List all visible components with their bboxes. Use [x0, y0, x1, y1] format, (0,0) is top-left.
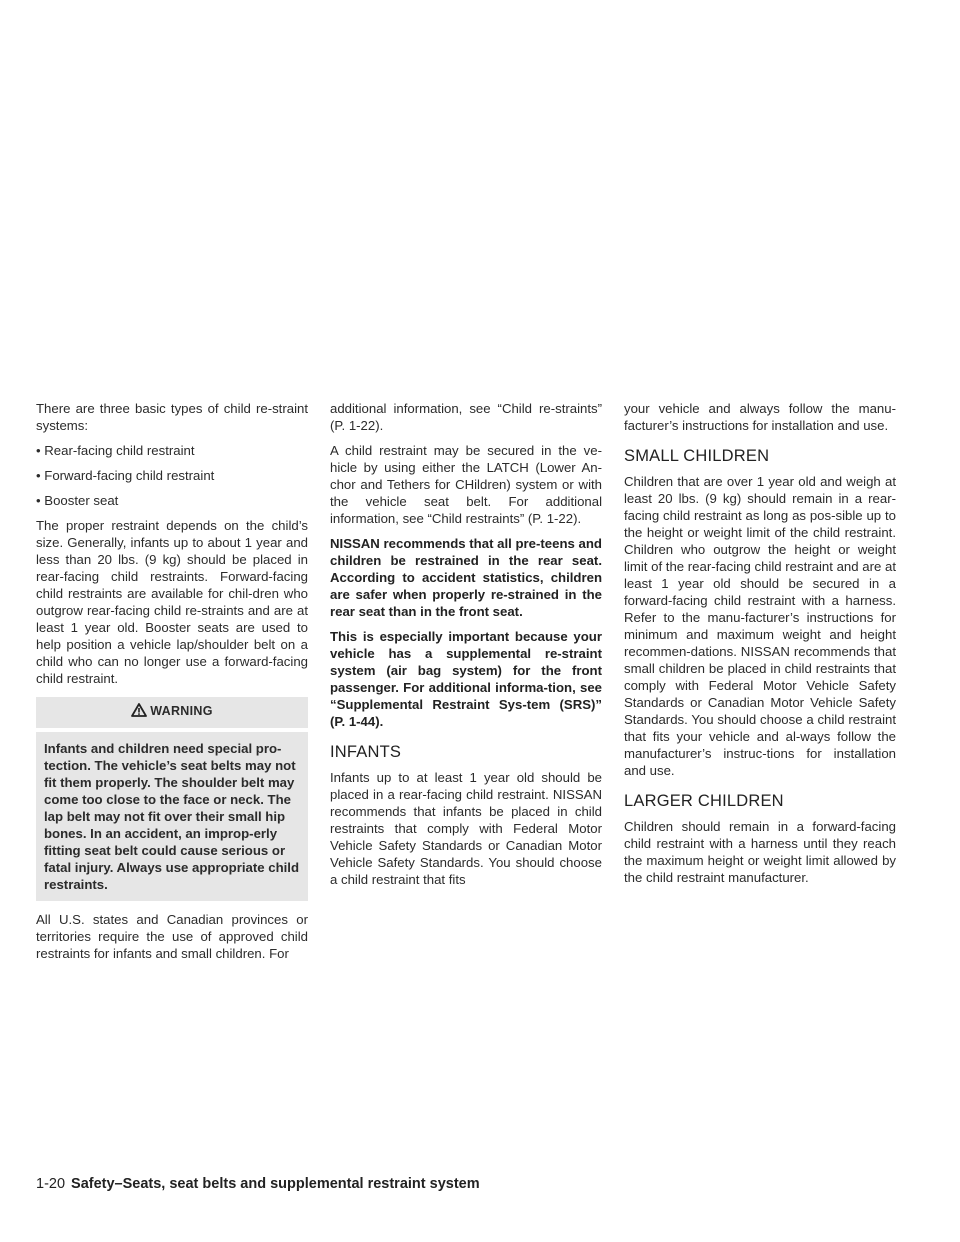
heading-small-children: SMALL CHILDREN [624, 447, 770, 465]
latch-paragraph: A child restraint may be secured in the ve-hicle by using either the LATCH (Lower An-chor and Tethers for CHildren) system or with the vehicle seat belt. For additional information, see “Child restraints” (P. 1-22). [330, 443, 602, 526]
srs-note: This is especially important because your vehicle has a supplemental re-straint system (air bag system) for the front passenger. For additional informa-tion, see “Supplemental Restraint Sys-tem (SRS)” (P. 1-44). [330, 629, 602, 729]
warning-text: Infants and children need special pro-tection. The vehicle’s seat belts may not fit them properly. The shoulder belt may come too close to the face or neck. The lap belt may not fit over their small hip bones. In an accident, an improp-erly fitting seat belt could cause serious or fatal injury. Always use appropriate child restraints. [44, 741, 300, 892]
bullet-forward-facing: • Forward-facing child restraint [36, 468, 215, 483]
page-footer [36, 1176, 480, 1192]
installation-paragraph: your vehicle and always follow the manu-facturer’s instructions for installation and use. [624, 401, 896, 433]
additional-info-paragraph: additional information, see “Child re-straints” (P. 1-22). [330, 401, 602, 433]
larger-children-paragraph: Children should remain in a forward-facing child restraint with a harness until they reach the maximum height or weight limit allowed by the child restraint manufacturer. [624, 819, 896, 885]
bullet-booster: • Booster seat [36, 493, 119, 508]
page-number: 1-20 [36, 1176, 66, 1192]
section-title: Safety–Seats, seat belts and supplemental restraint system [71, 1176, 480, 1192]
rear-seat-recommendation: NISSAN recommends that all pre-teens and children be restrained in the rear seat. According to accident statistics, children are safer when properly re-strained in the rear seat than in the front seat. [330, 536, 602, 619]
column-right [624, 400, 896, 894]
infants-paragraph: Infants up to at least 1 year old should be placed in a rear-facing child restraint. NISSAN recommends that infants be placed in child restraints that comply with Federal Motor Vehicle Safety Standards or Canadian Motor Vehicle Safety Standards. You should choose a child restraint that fits [330, 770, 602, 887]
heading-infants: INFANTS [330, 743, 402, 761]
small-children-paragraph: Children that are over 1 year old and weigh at least 20 lbs. (9 kg) should remain in a rear-facing child restraint as long as pos-sible up to the height or weight limit of the child restraint. Children who outgrow the height or weight limit of the rear-facing child restraint and are at least 1 year old should be secured in a forward-facing child restraint with a harness. Refer to the manu-facturer’s instructions for minimum and maximum weight and height recommen-dations. NISSAN recommends that small children be placed in child restraints that comply with Federal Motor Vehicle Safety Standards or Canadian Motor Vehicle Safety Standards. You should choose a child restraint that fits your vehicle and al-ways follow the manufacturer’s instruc-tions for installation and use. [624, 474, 896, 778]
heading-larger-children: LARGER CHILDREN [624, 792, 784, 810]
bullet-rear-facing: • Rear-facing child restraint [36, 443, 195, 458]
warning-box [36, 697, 308, 901]
column-left [36, 400, 308, 970]
column-middle [330, 400, 602, 896]
us-states-paragraph: All U.S. states and Canadian provinces or territories require the use of approved child restraints for infants and small children. For [36, 912, 308, 961]
warning-header [36, 697, 308, 732]
intro-text: There are three basic types of child re-straint systems: [36, 401, 308, 433]
warning-title: WARNING [150, 704, 213, 718]
proper-restraint-paragraph: The proper restraint depends on the child’s size. Generally, infants up to about 1 year and less than 20 lbs. (9 kg) should be placed in rear-facing child restraints. Forward-facing child restraints are available for chil-dren who outgrow rear-facing child re-straints and are at least 1 year old. Booster seats are used to help position a vehicle lap/shoulder belt on a child who can no longer use a forward-facing child restraint. [36, 518, 308, 686]
warning-triangle-icon [131, 703, 147, 722]
